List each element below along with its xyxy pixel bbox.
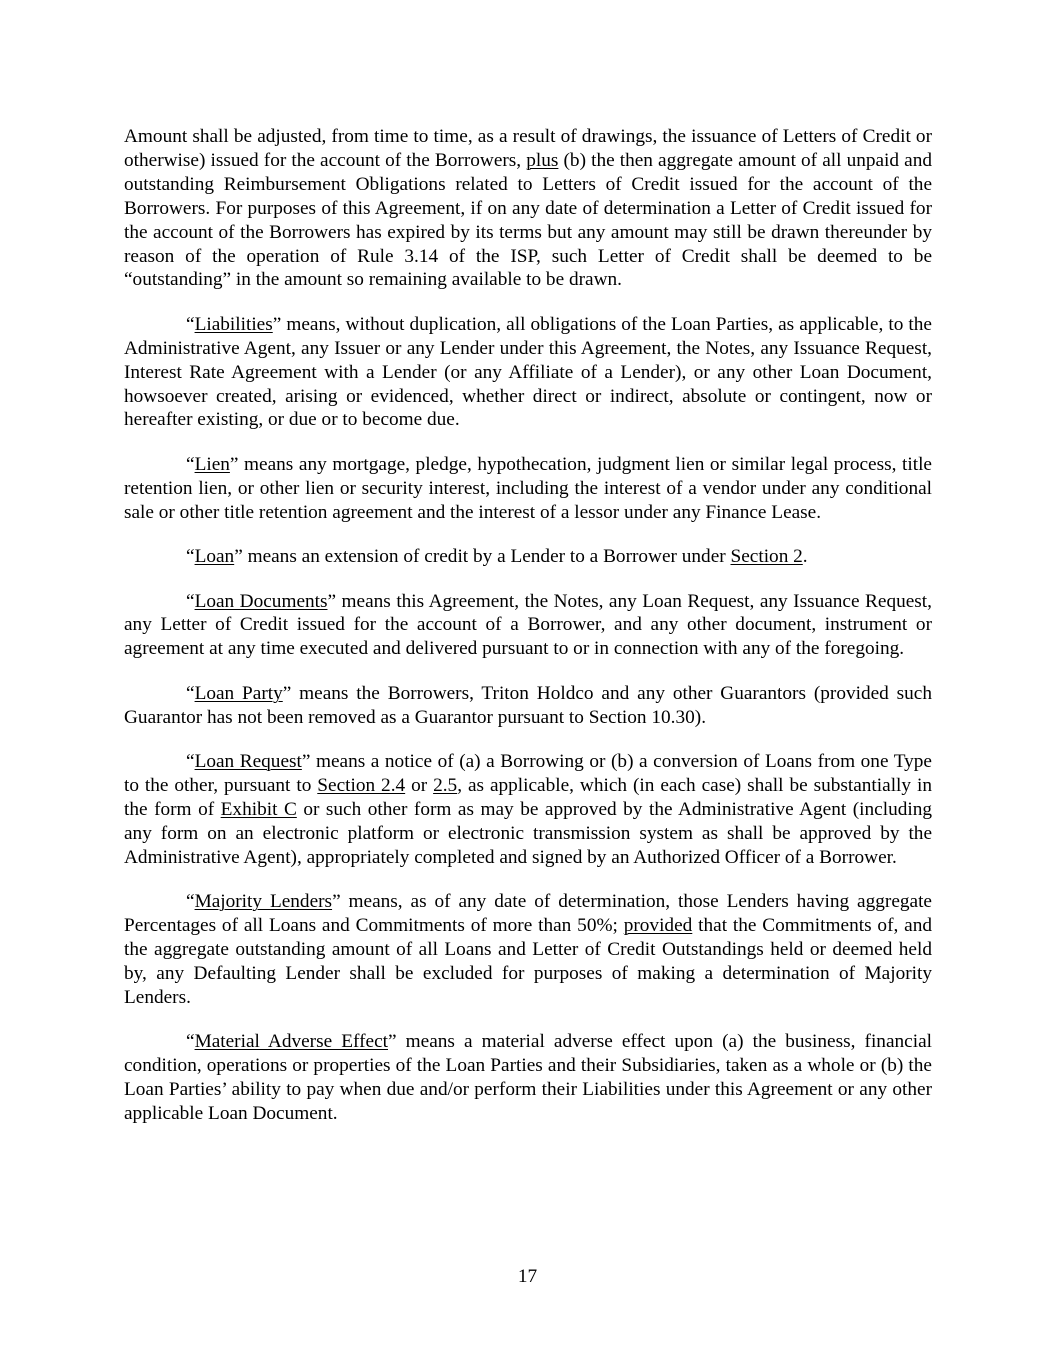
definition-text: that the Commitments of, and the aggregate outstanding amount of all Loans and Letter of Credit Outstandings held or deemed held by, any Defaulting Lender shall be excluded for purposes of making a determination of Majority Lenders. bbox=[124, 914, 932, 1008]
definition-text: ” means the Borrowers, Triton Holdco and any other Guarantors (provided such Guarantor has not been removed as a Guarantor pursuant to Section 10.30). bbox=[124, 682, 933, 728]
definition-liabilities bbox=[124, 313, 932, 433]
definition-lien bbox=[124, 453, 932, 525]
definition-text: or such other form as may be approved by the Administrative Agent (including any form on an electronic platform or electronic transmission system as shall be approved by the Administrative Agent), appropriately completed and signed by an Authorized Officer of a Borrower. bbox=[124, 798, 932, 868]
defined-term: Lien bbox=[194, 453, 230, 475]
definition-text: ” means, without duplication, all obligations of the Loan Parties, as applicable, to the Administrative Agent, any Issuer or any Lender under this Agreement, the Notes, any Issuance Request, Interest Rate Agreement with a Lender (or any Affiliate of a Lender), or any other Loan Document, howsoever created, arising or evidenced, whether direct or indirect, absolute or contingent, now or hereafter existing, or due or to become due. bbox=[124, 313, 932, 431]
open-quote: “ bbox=[186, 313, 195, 335]
definition-text: ” means this Agreement, the Notes, any Loan Request, any Issuance Request, any Letter of Credit issued for the account of a Borrower, and any other document, instrument or agreement at any time executed and delivered pursuant to or in connection with any of the foregoing. bbox=[124, 590, 932, 660]
section-reference: Section 2 bbox=[730, 546, 803, 568]
defined-term: Liabilities bbox=[194, 313, 273, 335]
open-quote: “ bbox=[186, 590, 195, 612]
paragraph-text: (b) the then aggregate amount of all unpaid and outstanding Reimbursement Obligations related to Letters of Credit issued for the account of the Borrowers. For purposes of this Agreement, if on any date of determination a Letter of Credit issued for the account of the Borrowers has expired by its terms but any amount may still be drawn thereunder by reason of the operation of Rule 3.14 of the ISP, such Letter of Credit shall be deemed to be “outstanding” in the amount so remaining available to be drawn. bbox=[124, 149, 932, 291]
paragraph-text: Amount shall be adjusted, from time to time, as a result of drawings, the issuance of Letters of Credit or otherwise) issued for the account of the Borrowers, bbox=[124, 126, 932, 171]
section-reference: Section 2.4 bbox=[317, 774, 406, 796]
defined-term: Loan Party bbox=[194, 682, 283, 704]
definition-material-adverse-effect bbox=[124, 1030, 932, 1126]
definition-text: ” means a notice of (a) a Borrowing or (b) a conversion of Loans from one Type to the other, pursuant to bbox=[124, 751, 932, 796]
defined-term: Material Adverse Effect bbox=[194, 1031, 388, 1053]
open-quote: “ bbox=[186, 682, 195, 704]
defined-term: Loan Request bbox=[194, 751, 302, 773]
defined-term: Loan bbox=[194, 546, 235, 568]
document-body bbox=[124, 125, 932, 1126]
open-quote: “ bbox=[186, 751, 195, 773]
page-number: 17 bbox=[517, 1266, 538, 1287]
underlined-term-provided: provided bbox=[623, 914, 693, 936]
definition-loan-request bbox=[124, 750, 932, 870]
exhibit-reference: Exhibit C bbox=[220, 798, 297, 820]
definition-text: ” means a material adverse effect upon (a) the business, financial condition, operations or properties of the Loan Parties and their Subsidiaries, taken as a whole or (b) the Loan Parties’ ability to pay when due and/or perform their Liabilities under this Agreement or any other applicable Loan Document. bbox=[124, 1031, 932, 1124]
defined-term: Loan Documents bbox=[194, 590, 328, 612]
definition-text: or bbox=[405, 774, 434, 796]
open-quote: “ bbox=[186, 891, 195, 913]
defined-term: Majority Lenders bbox=[194, 891, 333, 913]
definition-text: ” means any mortgage, pledge, hypothecation, judgment lien or similar legal process, title retention lien, or other lien or security interest, including the interest of a vendor under any conditional sale or other title retention agreement and the interest of a lessor under any Finance Lease. bbox=[124, 453, 932, 523]
definition-text: ” means, as of any date of determination, those Lenders having aggregate Percentages of all Loans and Commitments of more than 50%; bbox=[124, 891, 932, 936]
definition-majority-lenders bbox=[124, 890, 932, 1010]
underlined-term-plus: plus bbox=[526, 149, 559, 171]
open-quote: “ bbox=[186, 453, 195, 475]
open-quote: “ bbox=[186, 546, 195, 568]
definition-loan bbox=[124, 545, 932, 569]
definition-text: ” means an extension of credit by a Lender to a Borrower under bbox=[234, 546, 731, 568]
definition-text: , as applicable, which (in each case) shall be substantially in the form of bbox=[124, 774, 932, 820]
definition-loan-documents bbox=[124, 590, 932, 662]
definition-text: . bbox=[802, 546, 808, 568]
paragraph-letter-of-credit-outstandings-continued bbox=[124, 125, 932, 292]
section-reference: 2.5 bbox=[433, 774, 458, 796]
open-quote: “ bbox=[186, 1031, 195, 1053]
definition-loan-party bbox=[124, 682, 932, 730]
